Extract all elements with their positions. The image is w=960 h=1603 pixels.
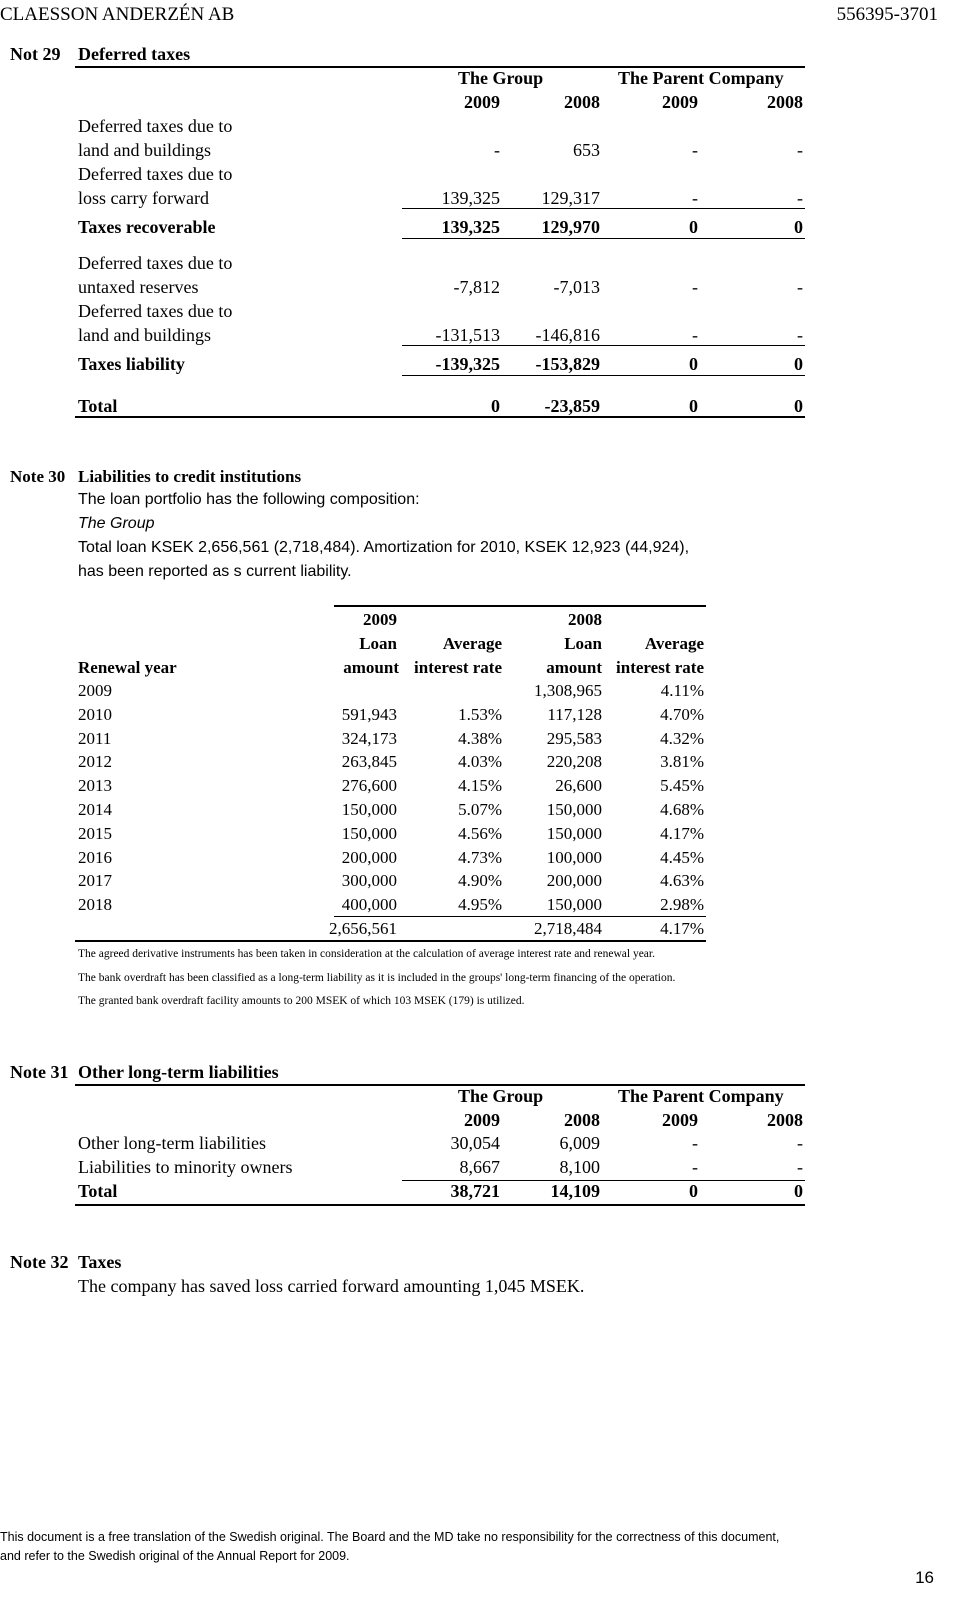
note31-row-value: 6,009 [559, 1133, 600, 1153]
note29-row-value: 0 [689, 396, 698, 416]
note29-row-value: 139,325 [441, 188, 500, 208]
note30-row-value: 100,000 [546, 847, 602, 867]
note29-row-value: - [797, 325, 803, 345]
note30-group: The Group [78, 515, 155, 532]
note30-row-value: 1,308,965 [534, 681, 602, 700]
note30-row-value: 4.90% [458, 871, 502, 891]
note30-row-value: 150,000 [546, 895, 602, 915]
note30-intro: The loan portfolio has the following composition: [78, 491, 420, 508]
note31-parent-label: The Parent Company [618, 1086, 784, 1106]
note32-number: Note 32 [10, 1252, 69, 1272]
note31-row-value: 14,109 [550, 1181, 600, 1201]
note30-renewal-year: 2015 [78, 823, 112, 843]
note30-row-value: 1.53% [458, 704, 502, 724]
note30-row-value: 4.17% [660, 823, 704, 843]
note29-title: Deferred taxes [78, 44, 191, 64]
note30-row-value: 150,000 [341, 823, 397, 843]
note30-row-value: 263,845 [341, 752, 397, 772]
note30-col-renewal: Renewal year [78, 658, 177, 677]
note29-year-parent-2009: 2009 [662, 92, 698, 112]
note30-row-value: 200,000 [341, 847, 397, 867]
note31-row-value: - [797, 1133, 803, 1153]
note29-row-value: - [797, 140, 803, 160]
note31-year-group-2009: 2009 [464, 1110, 500, 1130]
note30-row-value: 324,173 [341, 728, 397, 748]
note30-row-value: 117,128 [547, 704, 602, 724]
note30-number: Note 30 [10, 467, 66, 486]
note29-row-value: 0 [689, 217, 698, 237]
note31-row-value: 0 [794, 1181, 803, 1201]
note30-row-value: 4.63% [660, 871, 704, 891]
note29-row-value: 129,970 [541, 217, 600, 237]
note30-title: Liabilities to credit institutions [78, 467, 302, 486]
note30-row-value: 2.98% [660, 895, 704, 915]
note29-bottom-rule [75, 416, 805, 418]
note30-renewal-year: 2009 [78, 681, 112, 700]
note30-bottom-rule [75, 940, 706, 942]
footer-line-2: and refer to the Swedish original of the Annual Report for 2009. [0, 1549, 350, 1563]
note30-col-interest-2009: interest rate [414, 658, 502, 677]
note29-group-label: The Group [458, 68, 544, 88]
note29-row-value: 0 [689, 354, 698, 374]
note29-row-value: - [692, 140, 698, 160]
note31-year-parent-2009: 2009 [662, 1110, 698, 1130]
note30-year-2008: 2008 [568, 610, 602, 629]
note30-row-value: 200,000 [546, 871, 602, 891]
note30-col-amount-2009: amount [343, 658, 399, 677]
note29-row-value: - [797, 188, 803, 208]
note30-note-1: The agreed derivative instruments has been taken in consideration at the calculation of average interest rate and renewal year. [78, 948, 655, 960]
note30-row-value: 4.03% [458, 752, 502, 772]
note29-parent-label: The Parent Company [618, 68, 784, 88]
note29-row-value: 0 [794, 396, 803, 416]
note29-row-label: Deferred taxes due to [78, 253, 233, 273]
note30-row-value: 150,000 [546, 800, 602, 819]
note30-row-value: 2,656,561 [329, 919, 397, 938]
note30-col-amount-2008: amount [546, 658, 602, 677]
note31-row-value: 8,100 [559, 1157, 600, 1177]
note30-row-value: 4.73% [458, 847, 502, 867]
note31-bottom-rule [75, 1204, 805, 1206]
note29-row-value: 129,317 [541, 188, 600, 208]
note32-title: Taxes [78, 1252, 122, 1272]
note30-renewal-year: 2011 [78, 728, 112, 748]
note30-col-interest-2008: interest rate [616, 658, 704, 677]
note29-row-value: 0 [794, 217, 803, 237]
note30-renewal-year: 2014 [78, 800, 112, 819]
note31-row-label: Liabilities to minority owners [78, 1157, 293, 1177]
note30-top-rule [334, 605, 706, 607]
note29-row-value: -139,325 [435, 354, 500, 374]
company-name: CLAESSON ANDERZÉN AB [0, 4, 235, 25]
note29-year-group-2009: 2009 [464, 92, 500, 112]
note29-row-value: -153,829 [535, 354, 600, 374]
note31-row-value: 8,667 [459, 1157, 500, 1177]
note31-row-label: Total [78, 1181, 118, 1201]
note29-row-label: land and buildings [78, 140, 211, 160]
note30-note-3: The granted bank overdraft facility amounts to 200 MSEK of which 103 MSEK (179) is utilized. [78, 995, 525, 1007]
note30-col-average-2009: Average [442, 634, 502, 653]
note30-row-value: 3.81% [660, 752, 704, 772]
note30-note-2: The bank overdraft has been classified as a long-term liability as it is included in the groups' long-term financing of the operation. [78, 972, 676, 984]
note29-row-value: -23,859 [544, 396, 600, 416]
note30-text2: has been reported as s current liability. [78, 563, 352, 580]
note30-row-value: 4.38% [458, 728, 502, 748]
note30-row-value: 150,000 [341, 800, 397, 819]
note30-row-value: 295,583 [546, 728, 602, 748]
note29-row-label: Taxes liability [78, 354, 185, 374]
note29-row-value: 0 [491, 396, 500, 416]
note30-row-value: 591,943 [341, 704, 397, 724]
note29-row-label: loss carry forward [78, 188, 209, 208]
footer-line-1: This document is a free translation of the Swedish original. The Board and the MD take no responsibility for the correctness of this document, [0, 1530, 780, 1544]
note29-year-group-2008: 2008 [564, 92, 600, 112]
note30-row-value: 276,600 [341, 776, 397, 796]
note29-row-label: land and buildings [78, 325, 211, 345]
note32-text: The company has saved loss carried forward amounting 1,045 MSEK. [78, 1276, 585, 1296]
note29-row-value: - [692, 325, 698, 345]
note31-row-value: 30,054 [450, 1133, 500, 1153]
note30-row-value: 4.45% [660, 847, 704, 867]
note31-row-value: - [692, 1157, 698, 1177]
note29-row-value: -7,812 [453, 277, 500, 297]
note29-row-value: 139,325 [441, 217, 500, 237]
note31-year-group-2008: 2008 [564, 1110, 600, 1130]
note30-row-value: 5.07% [458, 800, 502, 819]
note30-text1: Total loan KSEK 2,656,561 (2,718,484). Amortization for 2010, KSEK 12,923 (44,924), [78, 539, 690, 556]
page-number: 16 [915, 1568, 934, 1587]
note30-row-value: 4.15% [458, 776, 502, 796]
note29-row-value: - [494, 140, 500, 160]
note29-row-label: Deferred taxes due to [78, 301, 233, 321]
note30-row-value: 400,000 [341, 895, 397, 915]
note30-col-loan-2009: Loan [359, 634, 397, 653]
note29-row-value: - [692, 188, 698, 208]
note29-row-label: Deferred taxes due to [78, 164, 233, 184]
note30-year-2009: 2009 [363, 610, 397, 629]
note30-row-value: 4.56% [458, 823, 502, 843]
note30-row-value: 4.11% [660, 681, 704, 700]
org-number: 556395-3701 [836, 4, 938, 25]
note30-renewal-year: 2010 [78, 704, 112, 724]
note30-col-average-2008: Average [644, 634, 704, 653]
note29-row-label: Deferred taxes due to [78, 116, 233, 136]
note30-row-value: 4.70% [660, 704, 704, 724]
note30-total-rule [334, 916, 706, 917]
note30-renewal-year: 2016 [78, 847, 112, 867]
note29-row-value: - [692, 277, 698, 297]
note29-row-value: 0 [794, 354, 803, 374]
note30-row-value: 2,718,484 [534, 919, 602, 938]
note29-rule-liability [402, 345, 805, 346]
note30-renewal-year: 2018 [78, 895, 112, 915]
note29-rule-liability-under [402, 375, 805, 376]
note31-row-value: 38,721 [450, 1181, 500, 1201]
note31-year-parent-2008: 2008 [767, 1110, 803, 1130]
note29-row-label: Total [78, 396, 118, 416]
note30-row-value: 150,000 [546, 823, 602, 843]
note30-row-value: 5.45% [660, 776, 704, 796]
note29-row-label: untaxed reserves [78, 277, 199, 297]
note31-row-value: - [692, 1133, 698, 1153]
note31-title: Other long-term liabilities [78, 1062, 279, 1082]
note30-row-value: 26,600 [555, 776, 602, 796]
note30-renewal-year: 2017 [78, 871, 112, 891]
note30-row-value: 4.95% [458, 895, 502, 915]
note29-rule-recoverable-under [402, 238, 805, 239]
note30-row-value: 4.17% [660, 919, 704, 938]
note29-row-value: 653 [573, 140, 600, 160]
note31-row-label: Other long-term liabilities [78, 1133, 266, 1153]
note31-row-value: 0 [689, 1181, 698, 1201]
note30-row-value: 300,000 [341, 871, 397, 891]
note30-renewal-year: 2012 [78, 752, 112, 772]
note31-row-value: - [797, 1157, 803, 1177]
note30-row-value: 4.68% [660, 800, 704, 819]
note29-row-value: -131,513 [435, 325, 500, 345]
note31-number: Note 31 [10, 1062, 69, 1082]
note29-rule-recoverable [402, 208, 805, 209]
note31-total-rule [402, 1180, 805, 1181]
note30-row-value: 4.32% [660, 728, 704, 748]
note29-year-parent-2008: 2008 [767, 92, 803, 112]
note29-row-label: Taxes recoverable [78, 217, 216, 237]
note29-row-value: -146,816 [535, 325, 600, 345]
note29-number: Not 29 [10, 44, 61, 64]
note29-row-value: - [797, 277, 803, 297]
note30-row-value: 220,208 [546, 752, 602, 772]
note31-group-label: The Group [458, 1086, 544, 1106]
note30-renewal-year: 2013 [78, 776, 112, 796]
note30-col-loan-2008: Loan [564, 634, 602, 653]
note29-row-value: -7,013 [553, 277, 600, 297]
